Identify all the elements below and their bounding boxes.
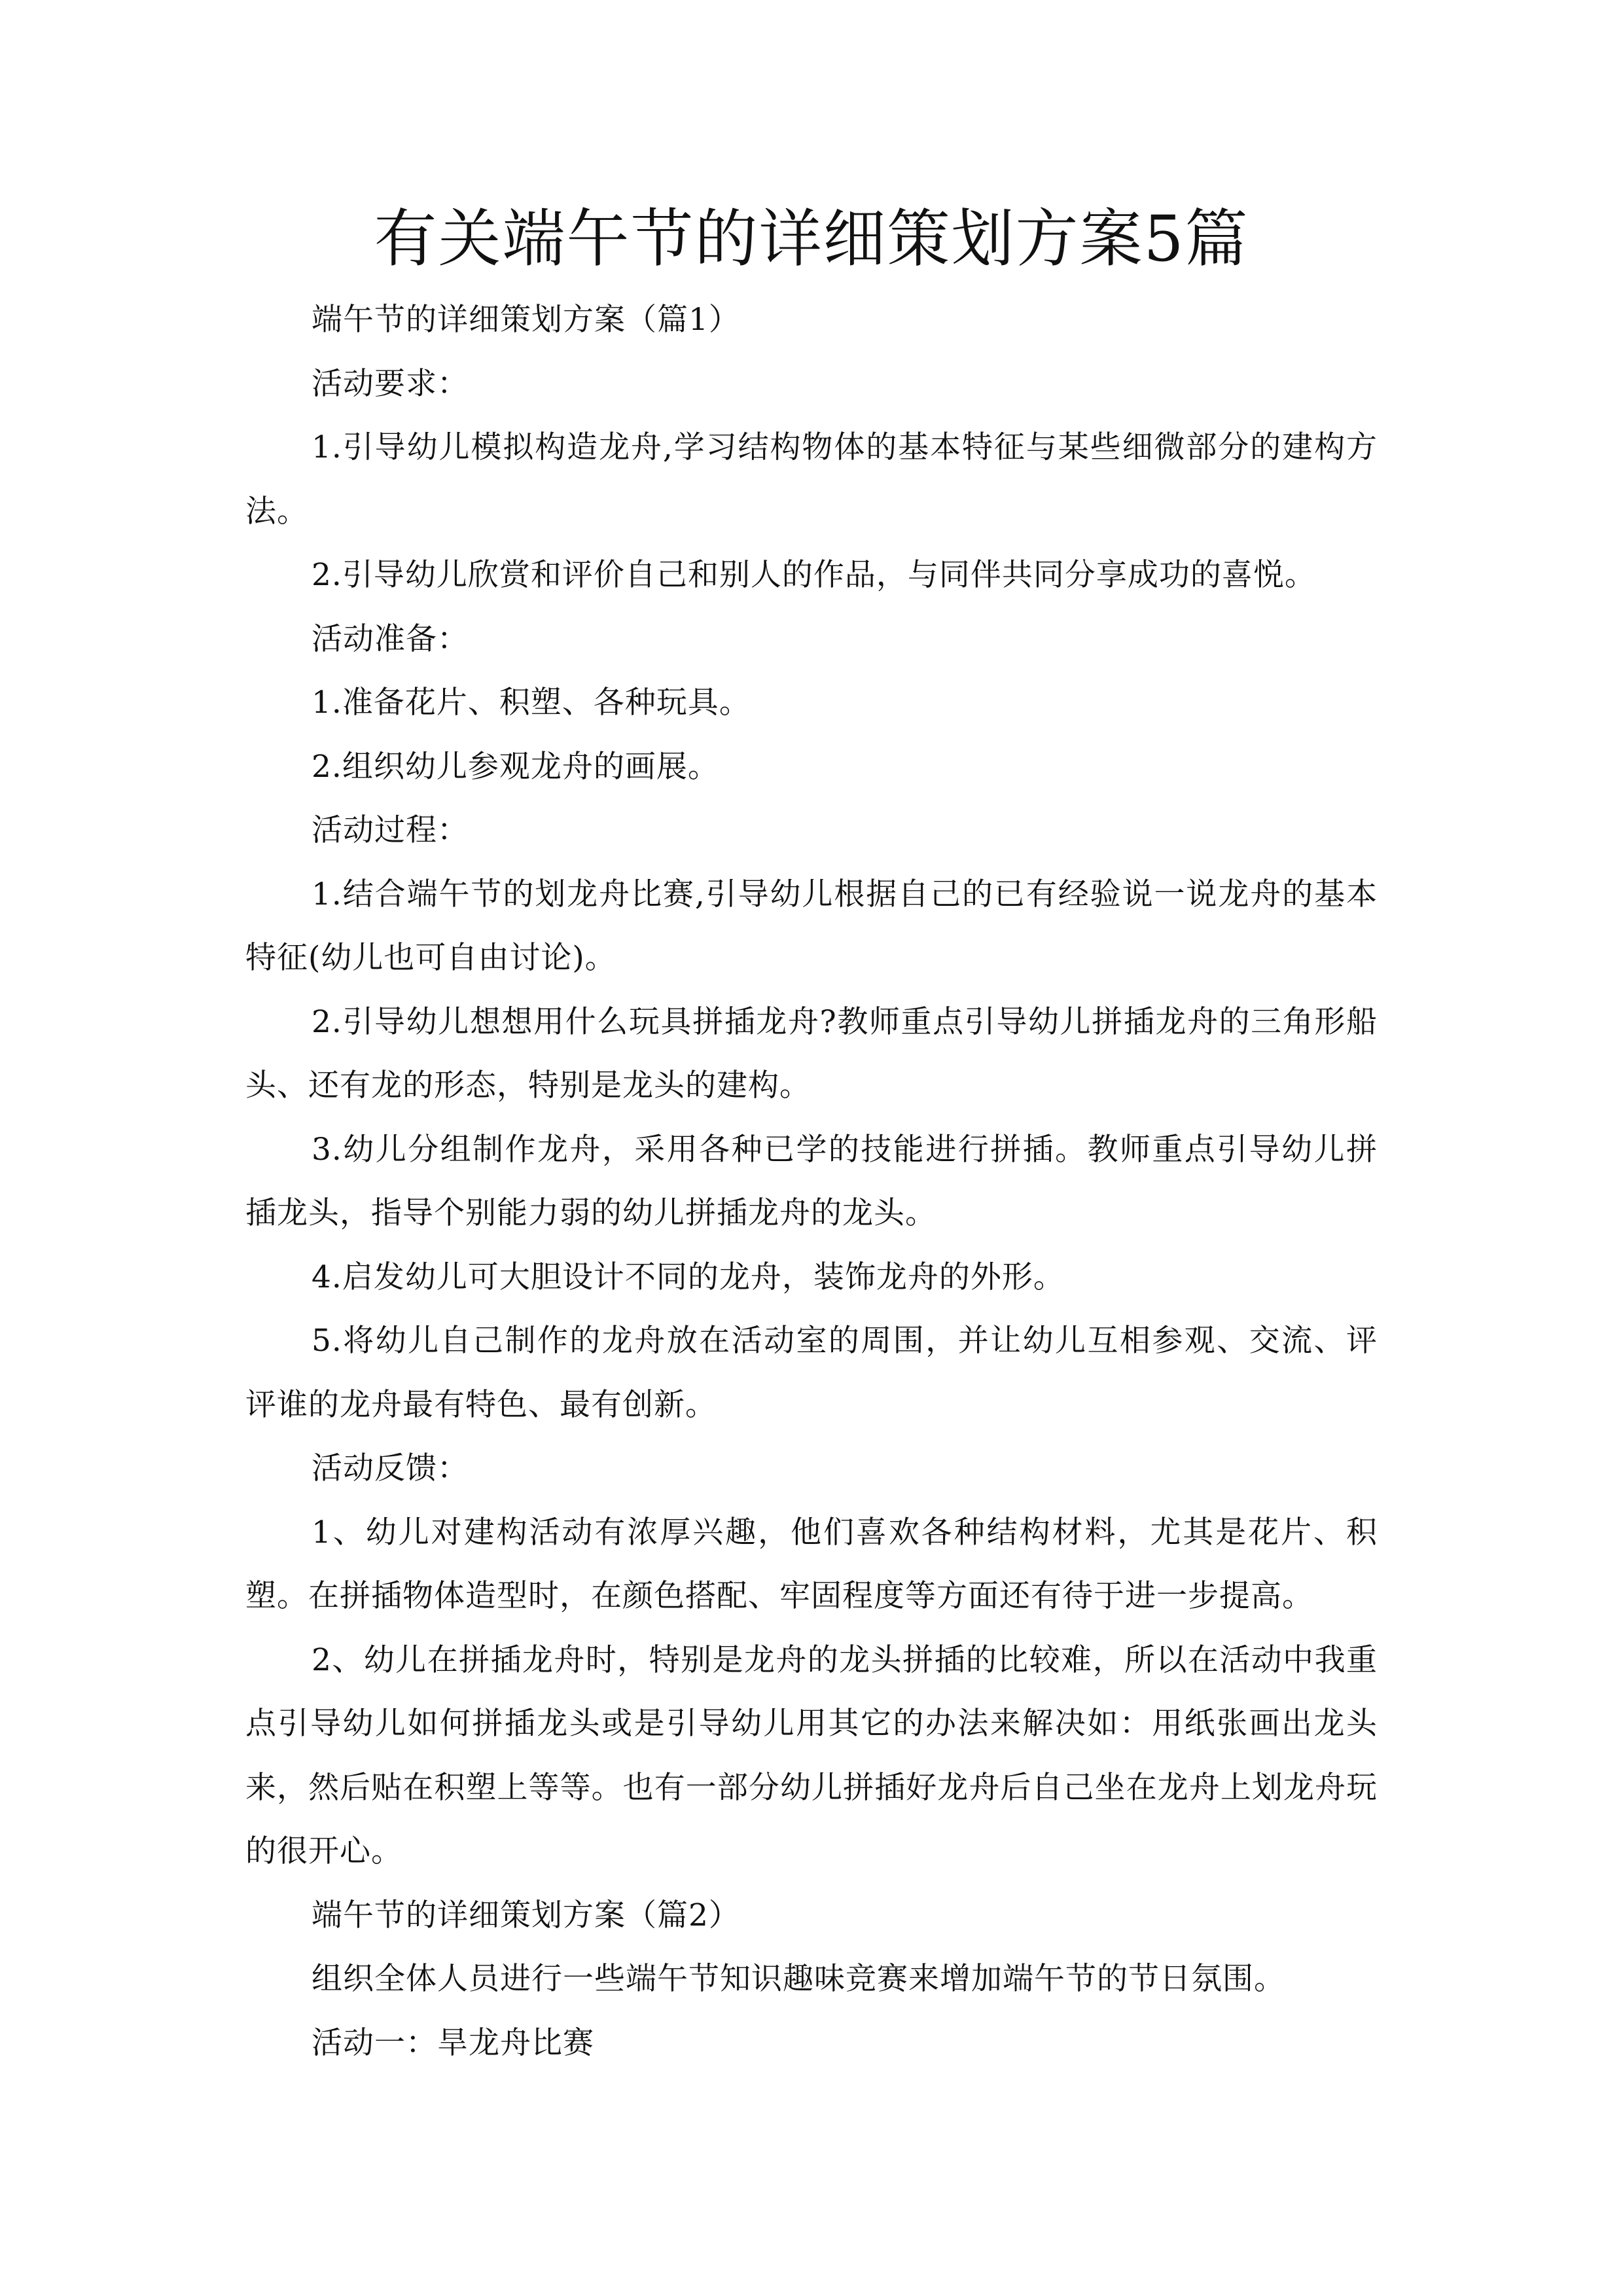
paragraph: 1.准备花片、积塑、各种玩具。	[312, 685, 751, 721]
paragraph: 1.引导幼儿模拟构造龙舟,学习结构物体的基本特征与某些细微部分的建构方法。	[245, 429, 1378, 529]
paragraph: 2、幼儿在拼插龙舟时，特别是龙舟的龙头拼插的比较难，所以在活动中我重点引导幼儿如何拼插龙头或是引导幼儿用其它的办法来解决如：用纸张画出龙头来，然后贴在积塑上等等。也有一部分幼儿拼插好龙舟后自己坐在龙舟上划龙舟玩的很开心。	[245, 1641, 1378, 1869]
paragraph: 5.将幼儿自己制作的龙舟放在活动室的周围，并让幼儿互相参观、交流、评评谁的龙舟最有特色、最有创新。	[245, 1323, 1378, 1423]
paragraph: 4.启发幼儿可大胆设计不同的龙舟，装饰龙舟的外形。	[312, 1259, 1065, 1295]
paragraph: 1.结合端午节的划龙舟比赛,引导幼儿根据自己的已有经验说一说龙舟的基本特征(幼儿也可自由讨论)。	[245, 876, 1378, 976]
paragraph: 2.引导幼儿欣赏和评价自己和别人的作品，与同伴共同分享成功的喜悦。	[312, 557, 1316, 593]
document-body	[245, 288, 1378, 2075]
subheading-process: 活动过程：	[312, 812, 469, 848]
document-title: 有关端午节的详细策划方案5篇	[374, 202, 1249, 276]
section-heading-1: 端午节的详细策划方案（篇1）	[312, 302, 740, 338]
paragraph: 1、幼儿对建构活动有浓厚兴趣，他们喜欢各种结构材料，尤其是花片、积塑。在拼插物体造型时，在颜色搭配、牢固程度等方面还有待于进一步提高。	[245, 1514, 1378, 1614]
paragraph: 组织全体人员进行一些端午节知识趣味竞赛来增加端午节的节日氛围。	[312, 1961, 1285, 1997]
paragraph: 2.引导幼儿想想用什么玩具拼插龙舟?教师重点引导幼儿拼插龙舟的三角形船头、还有龙的形态，特别是龙头的建构。	[245, 1003, 1378, 1103]
subheading-requirements: 活动要求：	[312, 365, 469, 402]
paragraph: 2.组织幼儿参观龙舟的画展。	[312, 748, 719, 785]
subheading-feedback: 活动反馈：	[312, 1450, 469, 1486]
section-heading-2: 端午节的详细策划方案（篇2）	[312, 1897, 740, 1933]
paragraph: 3.幼儿分组制作龙舟，采用各种已学的技能进行拼插。教师重点引导幼儿拼插龙头，指导个别能力弱的幼儿拼插龙舟的龙头。	[245, 1131, 1378, 1231]
subheading-activity-1: 活动一：旱龙舟比赛	[312, 2024, 594, 2061]
subheading-preparation: 活动准备：	[312, 620, 469, 657]
